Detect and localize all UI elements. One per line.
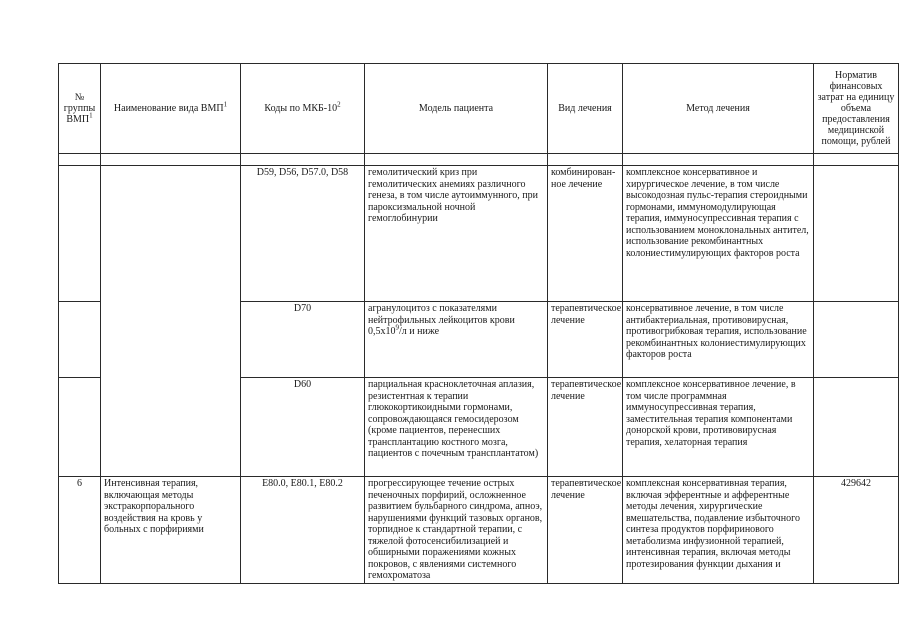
header-vmp-name: Наименование вида ВМП$^1$ (101, 64, 241, 154)
cell-group-number: 6 (59, 477, 101, 584)
cell-treatment-type: терапевтическое лечение (548, 302, 623, 378)
cell-group-number (59, 302, 101, 378)
cell-treatment-method: комплексное консервативное и хирургическое лечение, в том числе высокодозная пульс-терапия стероидными гормонами, иммуномодулирующая терапия, иммуносупрессивная терапия с использованием моноклональных антител, использование рекомбинантных колониестимулирующих факторов роста (623, 166, 814, 302)
header-icd-codes: Коды по МКБ-$10^2$ (241, 64, 365, 154)
cell-icd-codes: D60 (241, 378, 365, 477)
table-spacer-row (59, 154, 899, 166)
header-patient-model: Модель пациента (365, 64, 548, 154)
vmp-table (58, 63, 899, 584)
cell-financial-norm (814, 378, 899, 477)
cell-treatment-method: комплексная консервативная терапия, включая эфферентные и афферентные методы лечения, хирургические вмешательства, подавление избыточного синтеза продуктов порфиринового метаболизма инфузионной терапией, интенсивная терапия, включая методы протезирования функции дыхания и (623, 477, 814, 584)
cell-vmp-name: Интенсивная терапия, включающая методы экстракорпорального воздействия на кровь у больных с порфириями (101, 477, 241, 584)
cell-group-number (59, 166, 101, 302)
cell-patient-model: прогрессирующее течение острых печеночных порфирий, осложненное развитием бульбарного синдрома, апноэ, нарушениями функций тазовых органов, торпидное к стандартной терапии, с тяжелой фотосенсибилизацией и обширными поражениями кожных покровов, с явлениями системного гемохроматоза (365, 477, 548, 584)
cell-treatment-type: комбинирован-ное лечение (548, 166, 623, 302)
cell-icd-codes: D70 (241, 302, 365, 378)
cell-patient-model: агранулоцитоз с показателями нейтрофильных лейкоцитов крови $0,5x10^9/л$ и ниже (365, 302, 548, 378)
cell-patient-model: гемолитический криз при гемолитических анемиях различного генеза, в том числе аутоиммунного, при пароксизмальной ночной гемоглобинурии (365, 166, 548, 302)
cell-treatment-method: комплексное консервативное лечение, в том числе программная иммуносупрессивная терапия, заместительная терапия компонентами донорской крови, противовирусная терапия, хелаторная терапия (623, 378, 814, 477)
cell-financial-norm (814, 166, 899, 302)
cell-patient-model: парциальная красноклеточная аплазия, резистентная к терапии глюкокортикоидными гормонами, сопровождающаяся гемосидерозом (кроме пациентов, перенесших трансплантацию костного мозга, пациентов с почечным трансплантатом) (365, 378, 548, 477)
table-row (59, 477, 899, 584)
cell-group-number (59, 378, 101, 477)
cell-financial-norm: 429642 (814, 477, 899, 584)
cell-icd-codes: E80.0, E80.1, E80.2 (241, 477, 365, 584)
header-treatment-type: Вид лечения (548, 64, 623, 154)
cell-treatment-type: терапевтическое лечение (548, 477, 623, 584)
table-header-row (59, 64, 899, 154)
cell-treatment-type: терапевтическое лечение (548, 378, 623, 477)
cell-vmp-name (101, 166, 241, 477)
cell-treatment-method: консервативное лечение, в том числе антибактериальная, противовирусная, противогрибковая терапия, использование рекомбинантных колониестимулирующих факторов роста (623, 302, 814, 378)
header-treatment-method: Метод лечения (623, 64, 814, 154)
cell-financial-norm (814, 302, 899, 378)
table-row (59, 166, 899, 302)
cell-icd-codes: D59, D56, D57.0, D58 (241, 166, 365, 302)
header-financial-norm: Норматив финансовых затрат на единицу объема предоставления медицинской помощи, рублей (814, 64, 899, 154)
header-group-number: № группы ВМП$^1$ (59, 64, 101, 154)
